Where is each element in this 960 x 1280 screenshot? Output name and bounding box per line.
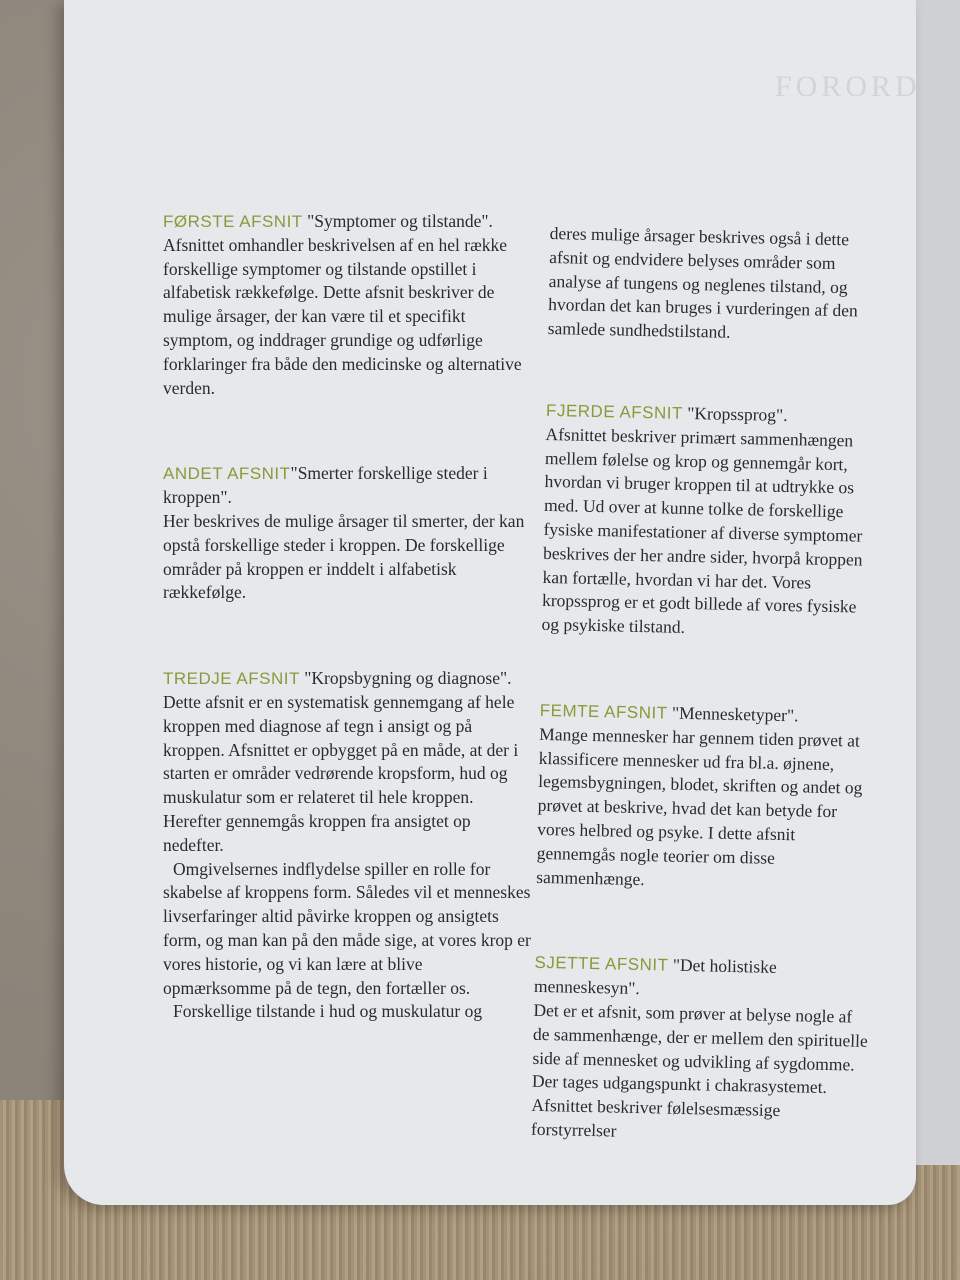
- section-heading: SJETTE AFSNIT: [534, 953, 669, 975]
- continued-paragraph: deres mulige årsager beskrives også i dette afsnit og endvidere belyses områder som analyse af tungens og neglenes tilstand, og hvordan det kan bruges i vurderingen af den samlede sundhedstilstand.: [547, 222, 858, 342]
- paragraph: Forskellige tilstande i hud og muskulatur og: [173, 1001, 483, 1022]
- section-subtitle: "Det holistiske menneskesyn".: [533, 954, 777, 999]
- section-4: [541, 399, 881, 644]
- paragraph: Dette afsnit er en systematisk gennemgang af hele kroppen med diagnose af tegn i ansigt og på kroppen. Afsnittet er opbygget på en måde, at der i starten er områder vedrørende kropsform, hud og muskulatur som er relateret til hele kroppen. Herefter gennemgås kroppen fra ansigtet op nedefter.: [163, 691, 519, 855]
- section-subtitle: "Kropssprog".: [682, 402, 788, 425]
- section-1: [163, 210, 533, 400]
- paragraph: Afsnittet beskriver primært sammenhængen mellem følelse og krop og gennemgår kort, hvordan vi bruger kroppen til at udtrykke os med. Ud over at kunne tolke de forskellige fysiske manifestationer af diverse symptomer beskrives der her andre sider, hvorpå kroppen kan fortælle, hvordan vi har det. Vores kropssprog er et godt billede af vores fysiske og psykiske tilstand.: [541, 423, 863, 638]
- section-heading: FØRSTE AFSNIT: [163, 212, 303, 231]
- paragraph: Omgivelsernes indflydelse spiller en rolle for skabelse af kroppens form. Således vil et menneskes livserfaringer altid påvirke kroppen og ansigtets form, og man kan på den måde sige, at vores krop er vores historie, og vi kan lære at blive opmærksomme på de tegn, den fortæller os.: [163, 858, 531, 998]
- paragraph: Mange mennesker har gennem tiden prøvet at klassificere mennesker ud fra bl.a. øjnene, legemsbygningen, blodet, skriften og andet og prøvet at beskrive, hvad det kan betyde for vores helbred og psyke. I dette afsnit gennemgås nogle teorier om disse sammenhænge.: [536, 723, 863, 889]
- section-heading: FJERDE AFSNIT: [545, 400, 684, 423]
- section-2: [163, 462, 533, 605]
- paragraph: Afsnittet omhandler beskrivelsen af en hel række forskellige symptomer og tilstande opstillet i alfabetisk rækkefølge. Dette afsnit beskriver de mulige årsager, der kan være til et specifikt symptom, og inddrager grundige og udførlige forklaringer fra både den medicinske og alternative verden.: [163, 234, 522, 398]
- section-subtitle: "Smerter forskellige steder i kroppen".: [163, 463, 488, 508]
- paragraph: Det er et afsnit, som prøver at belyse nogle af de sammenhænge, der er mellem den spirituelle side af mennesket og udvikling af sygdomme. Der tages udgangspunkt i chakrasystemet. Afsnittet beskriver følelsesmæssige forstyrrelser: [530, 999, 868, 1141]
- section-subtitle: "Mennesketyper".: [667, 702, 799, 726]
- section-heading: FEMTE AFSNIT: [539, 700, 668, 723]
- section-subtitle: "Symptomer og tilstande".: [302, 211, 493, 231]
- section-3: [163, 667, 533, 1024]
- section-5: [536, 699, 875, 896]
- running-head: FORORD: [775, 70, 921, 103]
- section-6: [531, 951, 870, 1148]
- section-heading: ANDET AFSNIT: [163, 464, 291, 484]
- section-subtitle: "Kropsbygning og diagnose".: [299, 668, 512, 689]
- paragraph: Her beskrives de mulige årsager til smerter, der kan opstå forskellige steder i kroppen. De forskellige områder på kroppen er inddelt i alfabetisk rækkefølge.: [163, 510, 525, 603]
- section-heading: TREDJE AFSNIT: [163, 669, 300, 689]
- left-column: [163, 210, 533, 1086]
- right-column: [529, 222, 884, 1211]
